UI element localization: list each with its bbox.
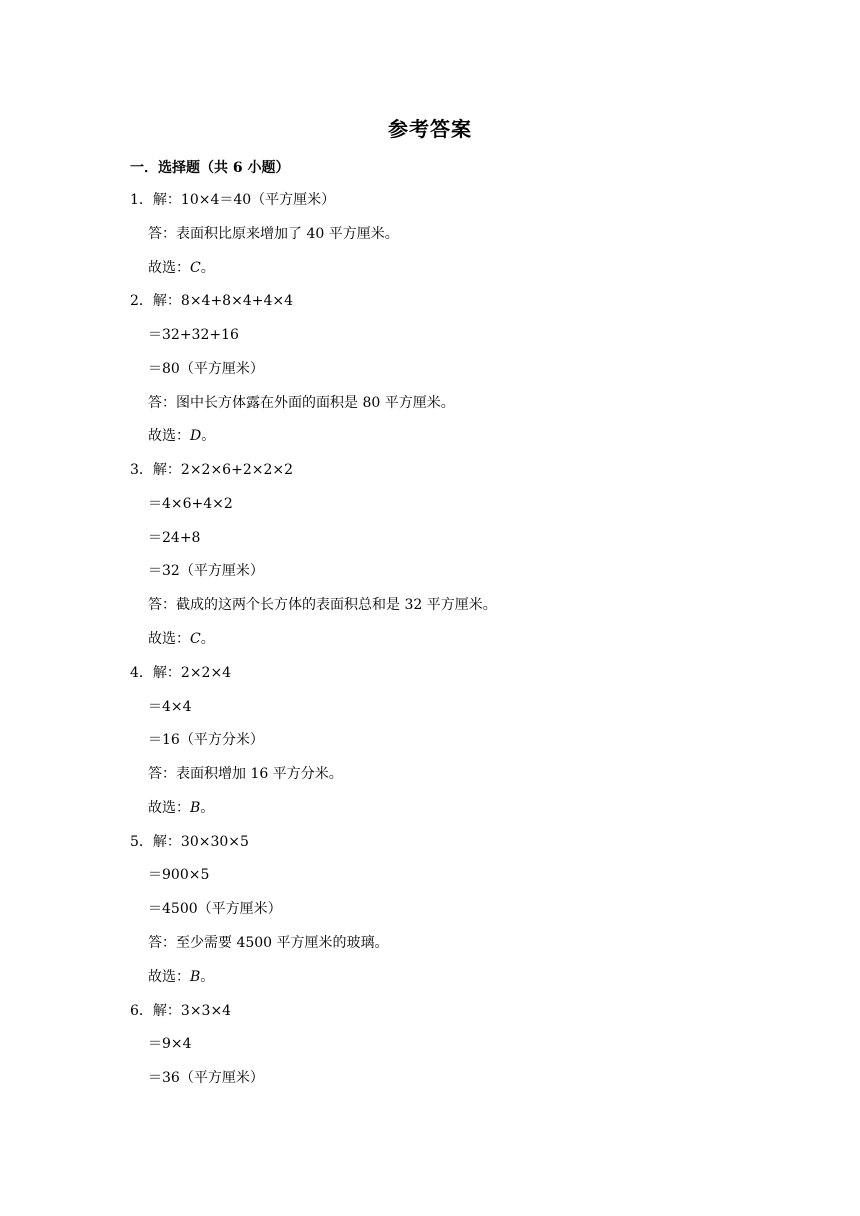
question-3-step-2: ＝24+8 [148, 530, 201, 546]
question-3-step-1: ＝4×6+4×2 [148, 496, 233, 512]
choice-suffix: 。 [201, 428, 216, 444]
question-3-head: 3．解：2×2×6+2×2×2 [130, 462, 294, 478]
question-6-step-2: ＝36（平方厘米） [148, 1070, 264, 1086]
choice-suffix: 。 [200, 631, 215, 647]
question-2-answer: 答：图中长方体露在外面的面积是 80 平方厘米。 [148, 395, 455, 411]
question-6-step-1: ＝9×4 [148, 1036, 192, 1052]
question-2-head: 2．解：8×4+8×4+4×4 [130, 293, 294, 309]
choice-prefix: 故选： [148, 800, 190, 816]
question-1-answer: 答：表面积比原来增加了 40 平方厘米。 [148, 226, 399, 242]
question-3-answer: 答：截成的这两个长方体的表面积总和是 32 平方厘米。 [148, 597, 497, 613]
question-1-choice [148, 258, 215, 278]
question-5-head: 5．解：30×30×5 [130, 834, 249, 850]
choice-suffix: 。 [200, 800, 215, 816]
question-6-head: 6．解：3×3×4 [130, 1003, 232, 1019]
choice-suffix: 。 [200, 260, 215, 276]
question-2-choice [148, 426, 215, 446]
question-4-head: 4．解：2×2×4 [130, 665, 232, 681]
choice-suffix: 。 [200, 969, 215, 985]
question-4-answer: 答：表面积增加 16 平方分米。 [148, 766, 343, 782]
question-4-choice [148, 798, 214, 818]
question-4-step-2: ＝16（平方分米） [148, 732, 264, 748]
choice-letter: B [190, 800, 201, 816]
choice-prefix: 故选： [148, 428, 190, 444]
choice-prefix: 故选： [148, 260, 190, 276]
page-title: 参考答案 [388, 117, 472, 141]
question-5-step-2: ＝4500（平方厘米） [148, 901, 282, 917]
choice-prefix: 故选： [148, 969, 190, 985]
question-5-choice [148, 967, 214, 987]
question-5-step-1: ＝900×5 [148, 867, 210, 883]
choice-letter: D [190, 428, 202, 444]
choice-letter: C [190, 631, 201, 647]
question-3-choice [148, 629, 215, 649]
question-4-step-1: ＝4×4 [148, 699, 192, 715]
section-heading: 一．选择题（共 6 小题） [130, 160, 290, 176]
question-3-step-3: ＝32（平方厘米） [148, 563, 264, 579]
question-5-answer: 答：至少需要 4500 平方厘米的玻璃。 [148, 935, 389, 951]
choice-letter: C [190, 260, 201, 276]
question-1-head: 1．解：10×4＝40（平方厘米） [130, 192, 336, 208]
choice-prefix: 故选： [148, 631, 190, 647]
question-2-step-1: ＝32+32+16 [148, 327, 239, 343]
choice-letter: B [190, 969, 201, 985]
question-2-step-2: ＝80（平方厘米） [148, 361, 264, 377]
